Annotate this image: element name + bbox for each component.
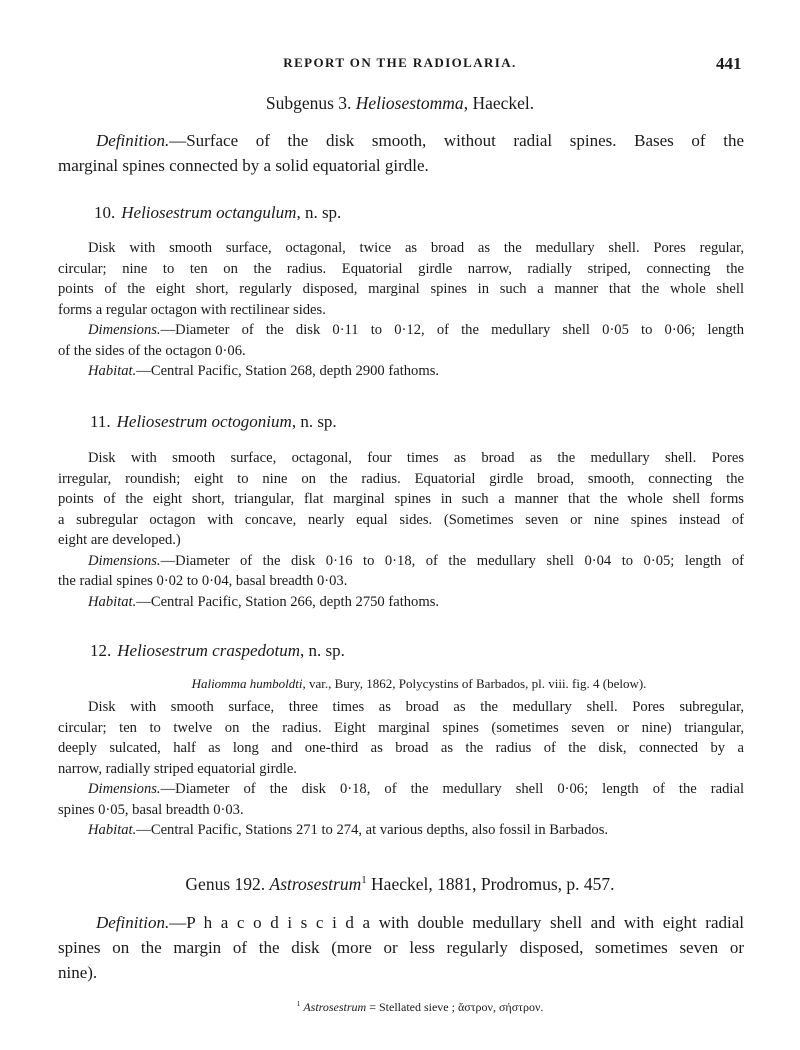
footnote-reference: 1 xyxy=(361,874,367,887)
subgenus-prefix: Subgenus 3. xyxy=(265,93,352,113)
synonym-citation xyxy=(0,676,800,692)
subgenus-name: Heliosestomma xyxy=(355,93,464,113)
description-line: points of the eight short, triangular, flat marginal spines in such a manner that the whole shell forms xyxy=(58,491,744,507)
genus-citation: Haeckel, 1881, Prodromus, p. 457. xyxy=(366,874,615,894)
genus-prefix: Genus 192. xyxy=(185,874,266,894)
dimensions-label: Dimensions. xyxy=(88,322,161,338)
description-line: circular; nine to ten on the radius. Equatorial girdle narrow, radially striped, connecting the xyxy=(58,260,744,277)
description-line: Disk with smooth surface, octagonal, four times as broad as the medullary shell. Pores xyxy=(88,450,744,466)
species-heading xyxy=(90,412,337,432)
definition-label: Definition. xyxy=(96,913,170,932)
subgenus-title xyxy=(0,93,800,114)
species-suffix: , n. sp. xyxy=(296,203,342,222)
page-number: 441 xyxy=(716,54,742,73)
description-line: forms a regular octagon with rectilinear sides. xyxy=(58,301,326,318)
habitat-label: Habitat. xyxy=(88,363,137,379)
dimensions-line: Dimensions.—Diameter of the disk 0·18, of the medullary shell 0·06; length of the radial xyxy=(88,781,744,797)
description-line: irregular, roundish; eight to nine on the radius. Equatorial girdle broad, smooth, connecting the xyxy=(58,470,744,487)
description-line: Disk with smooth surface, three times as broad as the medullary shell. Pores subregular, xyxy=(88,699,744,715)
description-line: circular; ten to twelve on the radius. Eight marginal spines (sometimes seven or nine) triangular, xyxy=(58,719,744,736)
species-suffix: , n. sp. xyxy=(291,412,337,431)
footnote-term: Astrosestrum xyxy=(303,1000,367,1014)
dimensions-line: spines 0·05, basal breadth 0·03. xyxy=(58,801,244,818)
footnote-mark: 1 xyxy=(296,999,301,1008)
description-line: deeply sulcated, half as long and one-third as broad as the radius of the disk, connected by a xyxy=(58,740,744,756)
synonym-reference: , var., Bury, 1862, Polycystins of Barbados, pl. viii. fig. 4 (below). xyxy=(302,676,647,691)
dimensions-line: Dimensions.—Diameter of the disk 0·11 to 0·12, of the medullary shell 0·05 to 0·06; length xyxy=(88,322,744,338)
description-line: narrow, radially striped equatorial girdle. xyxy=(58,760,297,777)
species-description xyxy=(58,697,744,841)
description-line: points of the eight short, regularly disposed, marginal spines in such a manner that the whole shell xyxy=(58,281,744,297)
footnote xyxy=(0,1000,800,1015)
definition-line: nine). xyxy=(58,963,98,982)
species-name: Heliosestrum craspedotum xyxy=(117,641,300,660)
habitat-label: Habitat. xyxy=(88,822,137,838)
species-heading xyxy=(90,641,345,661)
habitat-line: Habitat.—Central Pacific, Stations 271 to 274, at various depths, also fossil in Barbados. xyxy=(88,822,609,838)
species-suffix: , n. sp. xyxy=(299,641,345,660)
dimensions-label: Dimensions. xyxy=(88,781,161,797)
definition-line: spines on the margin of the disk (more or less regularly disposed, sometimes seven or xyxy=(58,938,744,957)
species-name: Heliosestrum octogonium xyxy=(116,412,292,431)
dimensions-line: Dimensions.—Diameter of the disk 0·16 to 0·18, of the medullary shell 0·04 to 0·05; length of xyxy=(88,552,744,569)
definition-line: Definition.—P h a c o d i s c i d a with double medullary shell and with eight radial xyxy=(96,913,744,932)
description-line: eight are developed.) xyxy=(58,532,181,548)
species-heading xyxy=(94,203,341,223)
definition-line: Definition.—Surface of the disk smooth, without radial spines. Bases of the xyxy=(96,131,744,150)
species-number: 11. xyxy=(90,412,111,431)
habitat-label: Habitat. xyxy=(88,593,137,610)
subgenus-author: , Haeckel. xyxy=(463,93,535,113)
species-name: Heliosestrum octangulum xyxy=(121,203,297,222)
species-number: 12. xyxy=(90,641,112,660)
genus-definition xyxy=(58,910,744,985)
subgenus-definition xyxy=(58,128,744,178)
running-head: REPORT ON THE RADIOLARIA. xyxy=(283,55,517,70)
genus-title xyxy=(0,874,800,895)
genus-name: Astrosestrum xyxy=(269,874,362,894)
species-description xyxy=(58,238,744,382)
synonym-name: Haliomma humboldti xyxy=(191,676,303,691)
species-number: 10. xyxy=(94,203,116,222)
description-line: a subregular octagon with concave, nearly equal sides. (Sometimes seven or nine spines instead of xyxy=(58,511,744,528)
species-description xyxy=(58,448,744,612)
dimensions-label: Dimensions. xyxy=(88,552,161,569)
dimensions-line: the radial spines 0·02 to 0·04, basal breadth 0·03. xyxy=(58,573,348,589)
footnote-text: = Stellated sieve ; ἄστρον, σήστρον. xyxy=(366,1000,544,1014)
habitat-line: Habitat.—Central Pacific, Station 266, depth 2750 fathoms. xyxy=(88,593,440,610)
definition-label: Definition. xyxy=(96,131,170,150)
habitat-line: Habitat.—Central Pacific, Station 268, depth 2900 fathoms. xyxy=(88,363,440,379)
dimensions-line: of the sides of the octagon 0·06. xyxy=(58,342,246,359)
description-line: Disk with smooth surface, octagonal, twice as broad as the medullary shell. Pores regular, xyxy=(88,240,744,256)
definition-line: marginal spines connected by a solid equatorial girdle. xyxy=(58,156,429,175)
